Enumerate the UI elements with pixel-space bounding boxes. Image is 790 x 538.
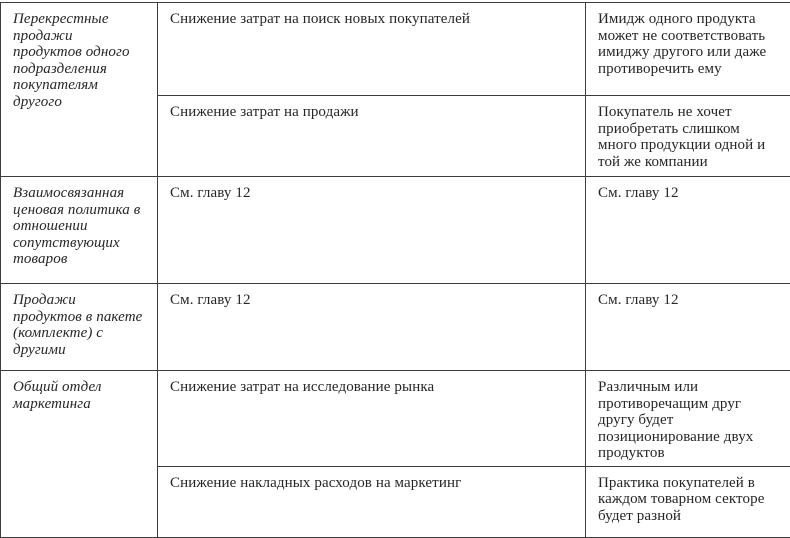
benefit-cell: Снижение затрат на исследование рынка	[158, 371, 586, 467]
benefit-cell: Снижение накладных расходов на маркетинг	[158, 466, 586, 537]
table-row	[1, 3, 790, 96]
table-row	[1, 371, 790, 467]
category-cell: Общий отдел маркетинга	[1, 371, 158, 538]
benefit-cell: См. главу 12	[158, 284, 586, 371]
drawback-cell: См. главу 12	[586, 284, 790, 371]
drawback-cell: Имидж одного продукта может не соответствовать имиджу другого или даже противоречить ему	[586, 3, 790, 96]
drawback-cell: Покупатель не хочет приобретать слишком много продукции одной и той же компании	[586, 96, 790, 177]
benefit-cell: Снижение затрат на поиск новых покупателей	[158, 3, 586, 96]
category-cell: Взаимосвязанная ценовая политика в отношении сопутствующих товаров	[1, 177, 158, 284]
table-row	[1, 284, 790, 371]
table-row	[1, 177, 790, 284]
benefit-cell: См. главу 12	[158, 177, 586, 284]
synergy-table	[0, 2, 790, 538]
drawback-cell: См. главу 12	[586, 177, 790, 284]
drawback-cell: Практика покупателей в каждом товарном секторе будет разной	[586, 466, 790, 537]
benefit-cell: Снижение затрат на продажи	[158, 96, 586, 177]
category-cell: Продажи продуктов в пакете (комплекте) с другими	[1, 284, 158, 371]
category-cell: Перекрестные продажи продуктов одного подразделения покупателям другого	[1, 3, 158, 177]
drawback-cell: Различным или противоречащим друг другу будет позиционирование двух продуктов	[586, 371, 790, 467]
